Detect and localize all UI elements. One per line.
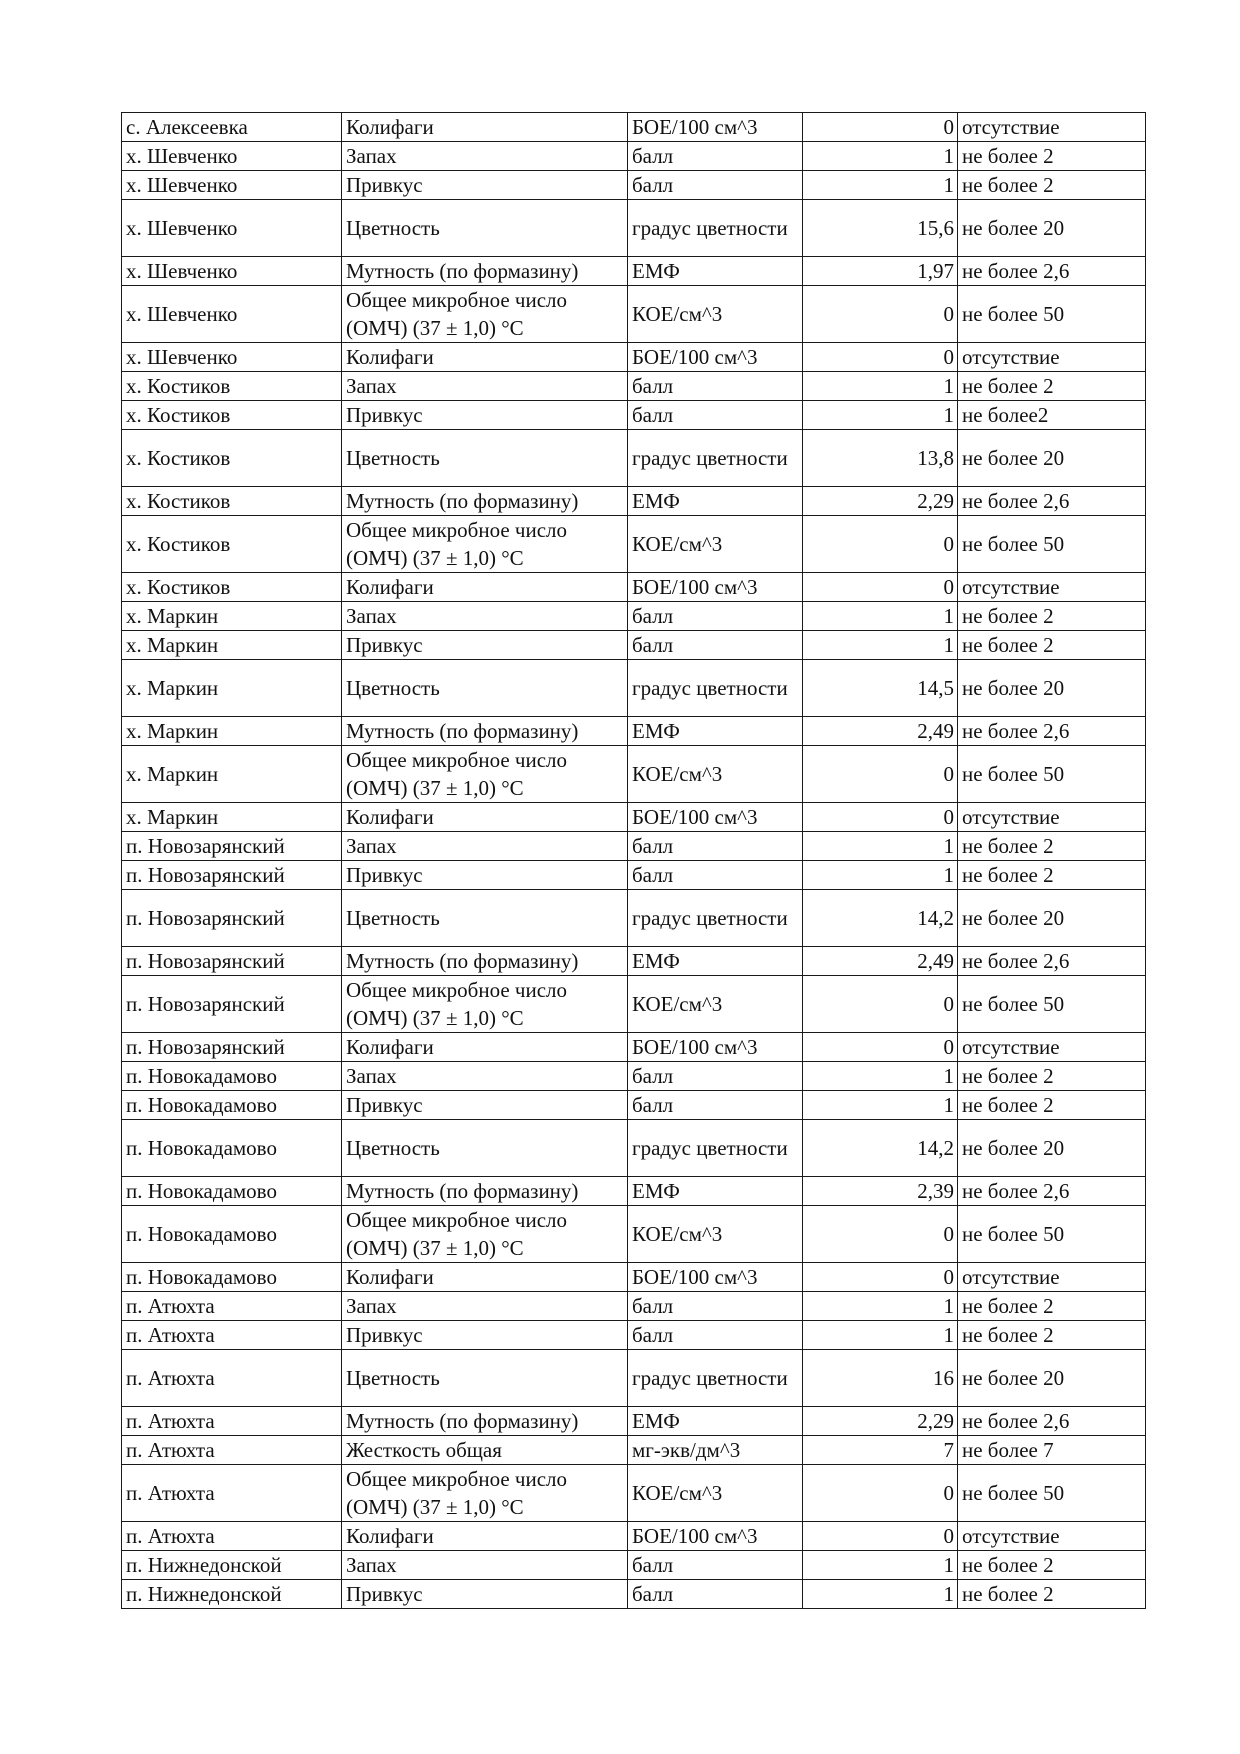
location-cell: х. Шевченко: [122, 142, 342, 171]
table-row: [122, 1551, 1146, 1580]
indicator-cell: Цветность: [342, 430, 628, 487]
result-cell: 1: [803, 1580, 958, 1609]
norm-cell: отсутствие: [958, 1263, 1146, 1292]
location-cell: п. Новозарянский: [122, 947, 342, 976]
norm-cell: не более 50: [958, 516, 1146, 573]
location-cell: п. Новокадамово: [122, 1263, 342, 1292]
table-row: [122, 1206, 1146, 1263]
norm-cell: не более 2: [958, 1580, 1146, 1609]
result-cell: 0: [803, 286, 958, 343]
indicator-cell: Цветность: [342, 660, 628, 717]
table-row: [122, 890, 1146, 947]
norm-cell: не более 2,6: [958, 1177, 1146, 1206]
location-cell: х. Костиков: [122, 372, 342, 401]
table-row: [122, 602, 1146, 631]
indicator-cell: Мутность (по формазину): [342, 1177, 628, 1206]
result-cell: 1: [803, 631, 958, 660]
result-cell: 0: [803, 746, 958, 803]
table-body: [122, 113, 1146, 1609]
norm-cell: не более 2: [958, 1321, 1146, 1350]
unit-cell: ЕМФ: [628, 1177, 803, 1206]
result-cell: 1: [803, 1091, 958, 1120]
location-cell: п. Атюхта: [122, 1321, 342, 1350]
table-row: [122, 286, 1146, 343]
norm-cell: отсутствие: [958, 113, 1146, 142]
location-cell: х. Костиков: [122, 487, 342, 516]
result-cell: 1: [803, 1292, 958, 1321]
unit-cell: БОЕ/100 см^3: [628, 803, 803, 832]
indicator-cell: Мутность (по формазину): [342, 487, 628, 516]
location-cell: п. Новозарянский: [122, 861, 342, 890]
table-row: [122, 257, 1146, 286]
result-cell: 0: [803, 1522, 958, 1551]
unit-cell: градус цветности: [628, 200, 803, 257]
unit-cell: балл: [628, 1062, 803, 1091]
location-cell: п. Новокадамово: [122, 1177, 342, 1206]
result-cell: 0: [803, 573, 958, 602]
unit-cell: КОЕ/см^3: [628, 976, 803, 1033]
result-cell: 1: [803, 602, 958, 631]
result-cell: 1: [803, 372, 958, 401]
table-row: [122, 832, 1146, 861]
location-cell: п. Атюхта: [122, 1292, 342, 1321]
result-cell: 2,49: [803, 947, 958, 976]
indicator-cell: Привкус: [342, 401, 628, 430]
table-row: [122, 171, 1146, 200]
unit-cell: балл: [628, 602, 803, 631]
indicator-cell: Жесткость общая: [342, 1436, 628, 1465]
table-row: [122, 1091, 1146, 1120]
unit-cell: балл: [628, 1292, 803, 1321]
location-cell: х. Шевченко: [122, 343, 342, 372]
norm-cell: не более 2: [958, 861, 1146, 890]
water-quality-table: [121, 112, 1146, 1609]
table-row: [122, 343, 1146, 372]
indicator-cell: Колифаги: [342, 113, 628, 142]
indicator-cell: Цветность: [342, 200, 628, 257]
result-cell: 14,2: [803, 1120, 958, 1177]
unit-cell: градус цветности: [628, 1120, 803, 1177]
indicator-cell: Общее микробное число (ОМЧ) (37 ± 1,0) °С: [342, 746, 628, 803]
unit-cell: ЕМФ: [628, 257, 803, 286]
unit-cell: БОЕ/100 см^3: [628, 343, 803, 372]
location-cell: х. Шевченко: [122, 200, 342, 257]
unit-cell: балл: [628, 1321, 803, 1350]
indicator-cell: Привкус: [342, 1091, 628, 1120]
indicator-cell: Колифаги: [342, 1522, 628, 1551]
norm-cell: не более 2,6: [958, 1407, 1146, 1436]
indicator-cell: Запах: [342, 832, 628, 861]
location-cell: х. Костиков: [122, 573, 342, 602]
location-cell: х. Шевченко: [122, 171, 342, 200]
location-cell: х. Костиков: [122, 516, 342, 573]
norm-cell: отсутствие: [958, 1522, 1146, 1551]
table-row: [122, 947, 1146, 976]
table-row: [122, 1465, 1146, 1522]
result-cell: 0: [803, 1033, 958, 1062]
location-cell: п. Нижнедонской: [122, 1580, 342, 1609]
indicator-cell: Колифаги: [342, 1263, 628, 1292]
table-row: [122, 200, 1146, 257]
table-row: [122, 803, 1146, 832]
norm-cell: не более 2: [958, 1292, 1146, 1321]
unit-cell: градус цветности: [628, 660, 803, 717]
table-row: [122, 1263, 1146, 1292]
location-cell: п. Новокадамово: [122, 1120, 342, 1177]
unit-cell: КОЕ/см^3: [628, 516, 803, 573]
table-row: [122, 430, 1146, 487]
norm-cell: не более 50: [958, 746, 1146, 803]
result-cell: 1: [803, 861, 958, 890]
norm-cell: не более 2: [958, 372, 1146, 401]
unit-cell: градус цветности: [628, 890, 803, 947]
result-cell: 14,5: [803, 660, 958, 717]
indicator-cell: Привкус: [342, 1580, 628, 1609]
result-cell: 0: [803, 1465, 958, 1522]
location-cell: х. Маркин: [122, 660, 342, 717]
norm-cell: не более 20: [958, 200, 1146, 257]
result-cell: 1,97: [803, 257, 958, 286]
norm-cell: не более 2: [958, 142, 1146, 171]
unit-cell: КОЕ/см^3: [628, 746, 803, 803]
norm-cell: не более 2,6: [958, 717, 1146, 746]
table-row: [122, 1321, 1146, 1350]
norm-cell: не более 7: [958, 1436, 1146, 1465]
unit-cell: БОЕ/100 см^3: [628, 1033, 803, 1062]
location-cell: х. Шевченко: [122, 286, 342, 343]
location-cell: п. Атюхта: [122, 1436, 342, 1465]
norm-cell: не более 50: [958, 286, 1146, 343]
norm-cell: не более 2: [958, 832, 1146, 861]
norm-cell: не более 2: [958, 631, 1146, 660]
table-row: [122, 1120, 1146, 1177]
table-row: [122, 1177, 1146, 1206]
location-cell: х. Маркин: [122, 746, 342, 803]
location-cell: п. Новокадамово: [122, 1206, 342, 1263]
norm-cell: не более 20: [958, 890, 1146, 947]
unit-cell: КОЕ/см^3: [628, 286, 803, 343]
indicator-cell: Запах: [342, 602, 628, 631]
norm-cell: отсутствие: [958, 1033, 1146, 1062]
unit-cell: ЕМФ: [628, 1407, 803, 1436]
location-cell: п. Новозарянский: [122, 976, 342, 1033]
indicator-cell: Запах: [342, 1292, 628, 1321]
norm-cell: не более 50: [958, 1206, 1146, 1263]
indicator-cell: Общее микробное число (ОМЧ) (37 ± 1,0) °С: [342, 1206, 628, 1263]
indicator-cell: Запах: [342, 142, 628, 171]
location-cell: х. Костиков: [122, 401, 342, 430]
norm-cell: не более2: [958, 401, 1146, 430]
indicator-cell: Колифаги: [342, 343, 628, 372]
unit-cell: балл: [628, 171, 803, 200]
indicator-cell: Общее микробное число (ОМЧ) (37 ± 1,0) °С: [342, 286, 628, 343]
result-cell: 7: [803, 1436, 958, 1465]
indicator-cell: Цветность: [342, 1350, 628, 1407]
unit-cell: балл: [628, 1580, 803, 1609]
result-cell: 2,49: [803, 717, 958, 746]
table-row: [122, 1350, 1146, 1407]
location-cell: п. Новозарянский: [122, 890, 342, 947]
indicator-cell: Мутность (по формазину): [342, 1407, 628, 1436]
norm-cell: не более 20: [958, 1350, 1146, 1407]
indicator-cell: Запах: [342, 372, 628, 401]
location-cell: х. Маркин: [122, 602, 342, 631]
unit-cell: балл: [628, 631, 803, 660]
result-cell: 2,29: [803, 487, 958, 516]
result-cell: 0: [803, 343, 958, 372]
unit-cell: БОЕ/100 см^3: [628, 1263, 803, 1292]
table-row: [122, 401, 1146, 430]
result-cell: 2,29: [803, 1407, 958, 1436]
indicator-cell: Мутность (по формазину): [342, 947, 628, 976]
unit-cell: градус цветности: [628, 1350, 803, 1407]
location-cell: п. Атюхта: [122, 1465, 342, 1522]
unit-cell: КОЕ/см^3: [628, 1465, 803, 1522]
result-cell: 0: [803, 976, 958, 1033]
norm-cell: не более 2,6: [958, 257, 1146, 286]
norm-cell: не более 2,6: [958, 947, 1146, 976]
unit-cell: балл: [628, 832, 803, 861]
unit-cell: ЕМФ: [628, 487, 803, 516]
table-row: [122, 1436, 1146, 1465]
unit-cell: балл: [628, 372, 803, 401]
unit-cell: балл: [628, 1551, 803, 1580]
unit-cell: БОЕ/100 см^3: [628, 573, 803, 602]
norm-cell: не более 20: [958, 430, 1146, 487]
norm-cell: не более 2: [958, 171, 1146, 200]
table-row: [122, 113, 1146, 142]
location-cell: х. Костиков: [122, 430, 342, 487]
unit-cell: балл: [628, 401, 803, 430]
unit-cell: ЕМФ: [628, 717, 803, 746]
norm-cell: не более 20: [958, 660, 1146, 717]
indicator-cell: Привкус: [342, 631, 628, 660]
result-cell: 0: [803, 1263, 958, 1292]
table-row: [122, 861, 1146, 890]
indicator-cell: Общее микробное число (ОМЧ) (37 ± 1,0) °С: [342, 516, 628, 573]
unit-cell: градус цветности: [628, 430, 803, 487]
indicator-cell: Запах: [342, 1062, 628, 1091]
norm-cell: не более 2,6: [958, 487, 1146, 516]
location-cell: с. Алексеевка: [122, 113, 342, 142]
location-cell: п. Новозарянский: [122, 832, 342, 861]
location-cell: п. Атюхта: [122, 1407, 342, 1436]
location-cell: п. Атюхта: [122, 1522, 342, 1551]
result-cell: 1: [803, 832, 958, 861]
indicator-cell: Общее микробное число (ОМЧ) (37 ± 1,0) °С: [342, 976, 628, 1033]
location-cell: п. Новокадамово: [122, 1062, 342, 1091]
result-cell: 16: [803, 1350, 958, 1407]
unit-cell: БОЕ/100 см^3: [628, 113, 803, 142]
norm-cell: не более 50: [958, 1465, 1146, 1522]
location-cell: п. Нижнедонской: [122, 1551, 342, 1580]
table-row: [122, 660, 1146, 717]
result-cell: 1: [803, 171, 958, 200]
result-cell: 1: [803, 1321, 958, 1350]
result-cell: 0: [803, 113, 958, 142]
table-row: [122, 1407, 1146, 1436]
table-row: [122, 1292, 1146, 1321]
indicator-cell: Мутность (по формазину): [342, 717, 628, 746]
table-row: [122, 976, 1146, 1033]
table-row: [122, 631, 1146, 660]
indicator-cell: Привкус: [342, 1321, 628, 1350]
unit-cell: мг-экв/дм^3: [628, 1436, 803, 1465]
norm-cell: не более 2: [958, 1062, 1146, 1091]
result-cell: 0: [803, 803, 958, 832]
result-cell: 1: [803, 1551, 958, 1580]
indicator-cell: Общее микробное число (ОМЧ) (37 ± 1,0) °С: [342, 1465, 628, 1522]
indicator-cell: Колифаги: [342, 1033, 628, 1062]
norm-cell: не более 50: [958, 976, 1146, 1033]
norm-cell: не более 2: [958, 1091, 1146, 1120]
unit-cell: ЕМФ: [628, 947, 803, 976]
indicator-cell: Привкус: [342, 861, 628, 890]
norm-cell: отсутствие: [958, 803, 1146, 832]
location-cell: х. Маркин: [122, 803, 342, 832]
table-row: [122, 1033, 1146, 1062]
result-cell: 0: [803, 1206, 958, 1263]
norm-cell: не более 20: [958, 1120, 1146, 1177]
result-cell: 1: [803, 401, 958, 430]
table-row: [122, 1062, 1146, 1091]
indicator-cell: Мутность (по формазину): [342, 257, 628, 286]
location-cell: х. Маркин: [122, 717, 342, 746]
table-row: [122, 573, 1146, 602]
result-cell: 15,6: [803, 200, 958, 257]
unit-cell: балл: [628, 1091, 803, 1120]
location-cell: х. Маркин: [122, 631, 342, 660]
result-cell: 1: [803, 142, 958, 171]
location-cell: х. Шевченко: [122, 257, 342, 286]
table-row: [122, 746, 1146, 803]
table-row: [122, 717, 1146, 746]
unit-cell: балл: [628, 142, 803, 171]
result-cell: 14,2: [803, 890, 958, 947]
result-cell: 13,8: [803, 430, 958, 487]
table-row: [122, 1522, 1146, 1551]
indicator-cell: Цветность: [342, 1120, 628, 1177]
unit-cell: балл: [628, 861, 803, 890]
table-row: [122, 142, 1146, 171]
table-row: [122, 1580, 1146, 1609]
indicator-cell: Привкус: [342, 171, 628, 200]
norm-cell: отсутствие: [958, 573, 1146, 602]
table-row: [122, 516, 1146, 573]
norm-cell: отсутствие: [958, 343, 1146, 372]
location-cell: п. Новозарянский: [122, 1033, 342, 1062]
indicator-cell: Колифаги: [342, 803, 628, 832]
norm-cell: не более 2: [958, 602, 1146, 631]
indicator-cell: Цветность: [342, 890, 628, 947]
table-row: [122, 372, 1146, 401]
unit-cell: БОЕ/100 см^3: [628, 1522, 803, 1551]
location-cell: п. Атюхта: [122, 1350, 342, 1407]
unit-cell: КОЕ/см^3: [628, 1206, 803, 1263]
result-cell: 2,39: [803, 1177, 958, 1206]
result-cell: 0: [803, 516, 958, 573]
indicator-cell: Колифаги: [342, 573, 628, 602]
indicator-cell: Запах: [342, 1551, 628, 1580]
table-row: [122, 487, 1146, 516]
result-cell: 1: [803, 1062, 958, 1091]
location-cell: п. Новокадамово: [122, 1091, 342, 1120]
norm-cell: не более 2: [958, 1551, 1146, 1580]
